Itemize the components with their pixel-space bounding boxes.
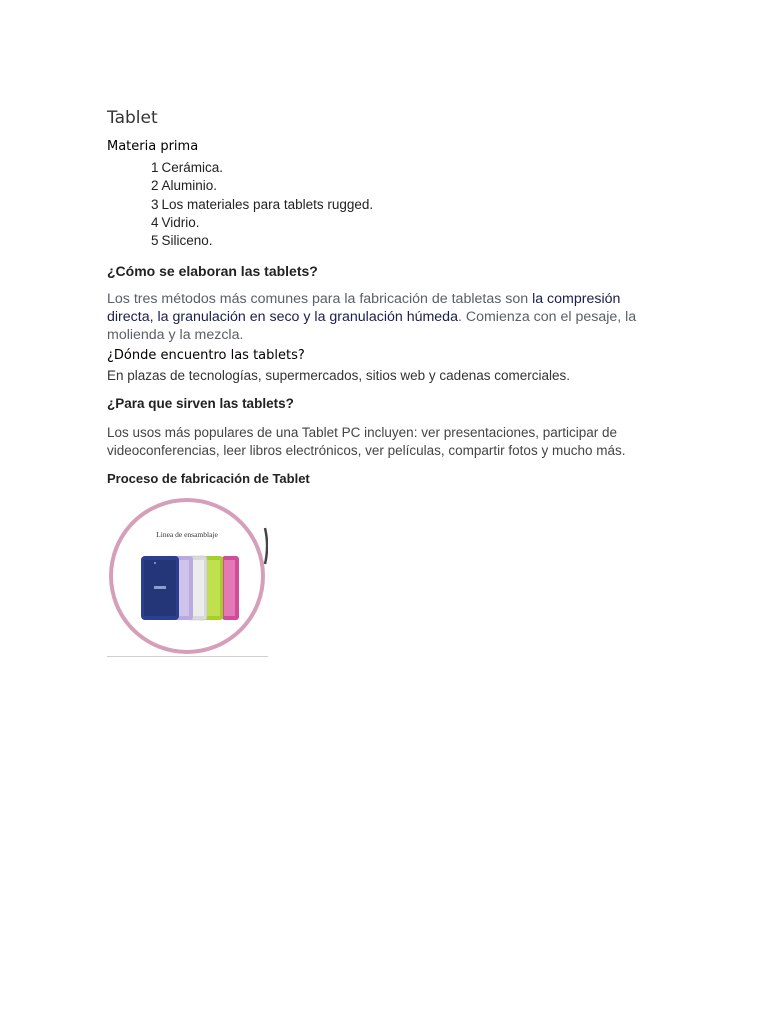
tablet-logo-mark — [154, 586, 166, 589]
donde-paragraph: En plazas de tecnologías, supermercados, sitios web y cadenas comerciales. — [107, 368, 570, 383]
list-item-text: Los materiales para tablets rugged. — [161, 196, 374, 212]
list-item — [151, 177, 373, 195]
para-heading: ¿Para que sirven las tablets? — [107, 396, 294, 411]
tablet-pink-screen — [224, 560, 235, 616]
para-paragraph: Los usos más populares de una Tablet PC incluyen: ver presentaciones, participar de videoconferencias, leer libros electrónicos, ver películas, compartir fotos y mucho más. — [107, 425, 626, 458]
donde-heading: ¿Dónde encuentro las tablets? — [107, 348, 305, 363]
list-item — [151, 159, 373, 177]
materia-prima-heading: Materia prima — [107, 139, 199, 154]
list-item-number: 5 — [151, 233, 159, 249]
list-item-number: 2 — [151, 178, 159, 194]
list-item-text: Vidrio. — [161, 214, 200, 230]
tablets-illustration — [107, 496, 268, 656]
list-item-text: Siliceno. — [161, 233, 213, 249]
partial-circle-edge — [265, 528, 267, 564]
como-heading: ¿Cómo se elaboran las tablets? — [107, 263, 318, 279]
list-item — [151, 232, 373, 250]
image-caption: Linea de ensamblaje — [156, 530, 218, 539]
list-item — [151, 196, 373, 214]
list-item-number: 1 — [151, 160, 159, 175]
como-text-end: . Comienza con el pesaje, la molienda y la mezcla. — [107, 309, 637, 343]
camera-icon — [154, 562, 156, 564]
list-item — [151, 214, 373, 232]
list-item-number: 4 — [151, 214, 159, 230]
tablet-green-screen — [207, 560, 220, 616]
proceso-heading: Proceso de fabricación de Tablet — [107, 471, 310, 486]
list-item-text: Cerámica. — [161, 160, 224, 175]
como-text-start: Los tres métodos más comunes para la fabricación de tabletas son — [107, 291, 533, 307]
document-title: Tablet — [107, 108, 158, 128]
list-item-number: 3 — [151, 196, 159, 212]
como-text-link[interactable]: la compresión directa, la granulación en seco y la granulación húmeda — [107, 291, 621, 325]
list-item-text: Aluminio. — [161, 178, 218, 194]
materia-prima-list — [151, 159, 373, 250]
como-paragraph — [107, 290, 667, 344]
assembly-line-image — [107, 496, 268, 657]
